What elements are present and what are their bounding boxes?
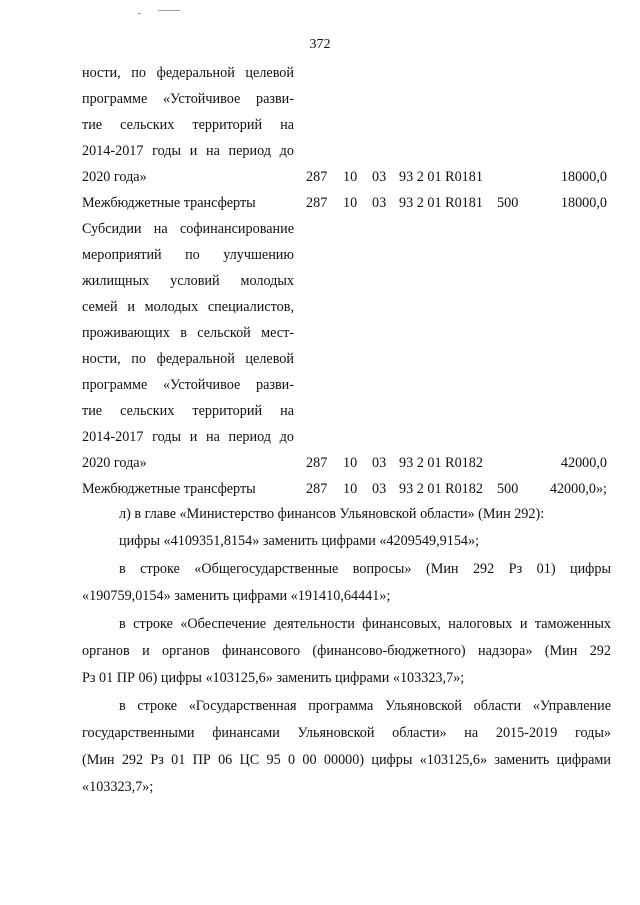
row3-cs: 93 2 01 R0182	[399, 455, 483, 471]
row1-min: 287	[306, 169, 328, 185]
row3-name-line: семей и молодых специалистов,	[82, 299, 294, 315]
row1-amount: 18000,0	[560, 169, 607, 185]
row2-rz: 10	[343, 195, 358, 211]
row2-cs: 93 2 01 R0181	[399, 195, 483, 211]
row2-name: Межбюджетные трансферты	[82, 195, 256, 211]
row1-name-line: ности, по федеральной целевой	[82, 65, 294, 81]
row4-min: 287	[306, 481, 328, 497]
scan-mark	[158, 10, 180, 11]
row3-name-line: 2014-2017 годы и на период до	[82, 429, 294, 445]
row1-pr: 03	[372, 169, 387, 185]
page-number: 372	[309, 37, 331, 52]
paragraph-line: органов и органов финансового (финансово-бюджетного) надзора» (Мин 292	[82, 643, 611, 659]
row3-rz: 10	[343, 455, 358, 471]
row3-name-line: Субсидии на софинансирование	[82, 221, 294, 237]
row3-amount: 42000,0	[560, 455, 607, 471]
paragraph-line: Рз 01 ПР 06) цифры «103125,6» заменить цифрами «103323,7»;	[82, 670, 465, 686]
row1-name-line: 2014-2017 годы и на период до	[82, 143, 294, 159]
row2-min: 287	[306, 195, 328, 211]
row3-min: 287	[306, 455, 328, 471]
row4-cs: 93 2 01 R0182	[399, 481, 483, 497]
row4-vr: 500	[497, 481, 519, 497]
row3-name-line: ности, по федеральной целевой	[82, 351, 294, 367]
row3-name-line: 2020 года»	[82, 455, 147, 471]
scan-mark	[138, 13, 141, 14]
row2-vr: 500	[497, 195, 519, 211]
paragraph-line: в строке «Обеспечение деятельности финансовых, налоговых и таможенных	[119, 616, 611, 632]
row4-name: Межбюджетные трансферты	[82, 481, 256, 497]
paragraph-line: «103323,7»;	[82, 779, 154, 795]
row3-name-line: тие сельских территорий на	[82, 403, 294, 419]
paragraph-chapter: л) в главе «Министерство финансов Ульяновской области» (Мин 292):	[119, 506, 545, 522]
row3-pr: 03	[372, 455, 387, 471]
row4-rz: 10	[343, 481, 358, 497]
row2-pr: 03	[372, 195, 387, 211]
paragraph-line: государственными финансами Ульяновской области» на 2015-2019 годы»	[82, 725, 611, 741]
paragraph-line: в строке «Государственная программа Ульяновской области «Управление	[119, 698, 611, 714]
paragraph-line: в строке «Общегосударственные вопросы» (Мин 292 Рз 01) цифры	[119, 561, 611, 577]
row4-amount: 42000,0»;	[549, 481, 607, 497]
row1-name-line: 2020 года»	[82, 169, 147, 185]
row4-pr: 03	[372, 481, 387, 497]
row3-name-line: мероприятий по улучшению	[82, 247, 294, 263]
row1-rz: 10	[343, 169, 358, 185]
row1-name-line: тие сельских территорий на	[82, 117, 294, 133]
row3-name-line: программе «Устойчивое разви-	[82, 377, 294, 393]
row3-name-line: проживающих в сельской мест-	[82, 325, 294, 341]
row1-name-line: программе «Устойчивое разви-	[82, 91, 294, 107]
row1-cs: 93 2 01 R0181	[399, 169, 483, 185]
row2-amount: 18000,0	[560, 195, 607, 211]
paragraph-figures: цифры «4109351,8154» заменить цифрами «4209549,9154»;	[119, 533, 480, 549]
paragraph-line: (Мин 292 Рз 01 ПР 06 ЦС 95 0 00 00000) цифры «103125,6» заменить цифрами	[82, 752, 611, 768]
paragraph-line: «190759,0154» заменить цифрами «191410,64441»;	[82, 588, 391, 604]
row3-name-line: жилищных условий молодых	[82, 273, 294, 289]
